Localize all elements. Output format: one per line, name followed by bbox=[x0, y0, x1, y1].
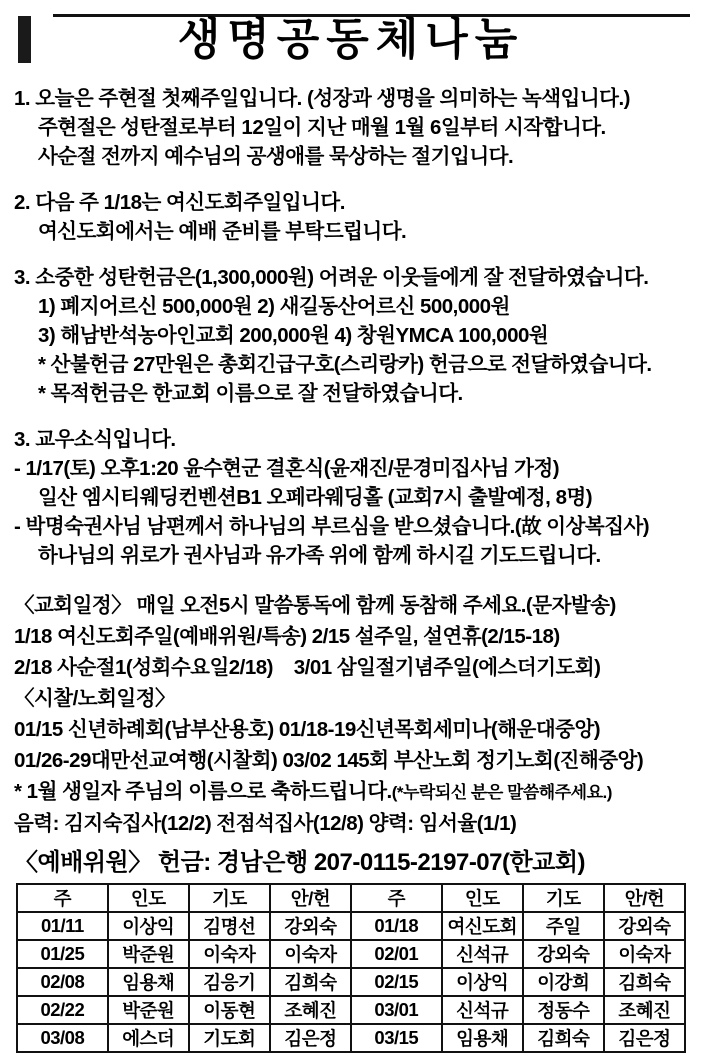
cell-week: 03/15 bbox=[351, 1024, 442, 1052]
notice-line: * 산불헌금 27만원은 총회긴급구호(스리랑카) 헌금으로 전달하였습니다. bbox=[38, 353, 652, 376]
cell-prayer: 이동현 bbox=[189, 996, 270, 1024]
cell-usher: 김은정 bbox=[270, 1024, 351, 1052]
cell-usher: 강외숙 bbox=[270, 912, 351, 940]
table-row bbox=[17, 912, 685, 940]
cell-usher: 김은정 bbox=[604, 1024, 685, 1052]
cell-week: 01/11 bbox=[17, 912, 108, 940]
worship-committee-table bbox=[16, 883, 686, 1053]
notice-line: * 목적헌금은 한교회 이름으로 잘 전달하였습니다. bbox=[38, 382, 463, 405]
table-row bbox=[17, 968, 685, 996]
notice-epiphany bbox=[14, 84, 688, 171]
schedule-line: 01/15 신년하례회(남부산용호) 01/18-19신년목회세미나(해운대중앙) bbox=[14, 718, 601, 741]
cell-usher: 조혜진 bbox=[604, 996, 685, 1024]
worship-committee-section bbox=[14, 847, 688, 1053]
notice-line: 2. 다음 주 1/18는 여신도회주일입니다. bbox=[14, 191, 345, 214]
masthead bbox=[0, 14, 702, 80]
cell-week: 03/01 bbox=[351, 996, 442, 1024]
notice-member-news bbox=[14, 425, 688, 570]
cell-week: 01/18 bbox=[351, 912, 442, 940]
notice-line: 3. 소중한 성탄헌금은(1,300,000원) 어려운 이웃들에게 잘 전달하였습니다. bbox=[14, 266, 649, 289]
cell-leader: 여신도회 bbox=[442, 912, 523, 940]
table-row bbox=[17, 996, 685, 1024]
table-header-row bbox=[17, 884, 685, 912]
birthday-note: (*누락되신 분은 말씀해주세요.) bbox=[391, 783, 612, 802]
notice-line: 여신도회에서는 예배 준비를 부탁드립니다. bbox=[38, 220, 407, 243]
notice-line: 주현절은 성탄절로부터 12일이 지난 매월 1월 6일부터 시작합니다. bbox=[38, 116, 606, 139]
notice-line: 1. 오늘은 주현절 첫째주일입니다. (성장과 생명을 의미하는 녹색입니다.) bbox=[14, 87, 630, 110]
committee-heading: 〈예배위원〉 헌금: 경남은행 207-0115-2197-07(한교회) bbox=[14, 849, 586, 876]
cell-leader: 임용채 bbox=[108, 968, 189, 996]
cell-leader: 에스더 bbox=[108, 1024, 189, 1052]
col-header-week: 주 bbox=[351, 884, 442, 912]
cell-week: 02/15 bbox=[351, 968, 442, 996]
schedule-line: 01/26-29대만선교여행(시찰회) 03/02 145회 부산노회 정기노회(진해중앙) bbox=[14, 749, 644, 772]
cell-usher: 김희숙 bbox=[270, 968, 351, 996]
schedule-line: 1/18 여신도회주일(예배위원/특송) 2/15 설주일, 설연휴(2/15-18) bbox=[14, 625, 560, 648]
col-header-usher: 안/헌 bbox=[270, 884, 351, 912]
cell-usher: 강외숙 bbox=[604, 912, 685, 940]
cell-week: 02/22 bbox=[17, 996, 108, 1024]
notice-line: 3) 해남반석농아인교회 200,000원 4) 창원YMCA 100,000원 bbox=[38, 324, 549, 347]
cell-prayer: 강외숙 bbox=[523, 940, 604, 968]
schedule-line: 음력: 김지숙집사(12/2) 전점석집사(12/8) 양력: 임서율(1/1) bbox=[14, 812, 517, 835]
col-header-prayer: 기도 bbox=[189, 884, 270, 912]
cell-prayer: 이숙자 bbox=[189, 940, 270, 968]
table-row bbox=[17, 1024, 685, 1052]
notice-line: 사순절 전까지 예수님의 공생애를 묵상하는 절기입니다. bbox=[38, 145, 514, 168]
col-header-usher: 안/헌 bbox=[604, 884, 685, 912]
cell-leader: 박준원 bbox=[108, 940, 189, 968]
cell-week: 01/25 bbox=[17, 940, 108, 968]
col-header-leader: 인도 bbox=[442, 884, 523, 912]
cell-week: 02/01 bbox=[351, 940, 442, 968]
notice-line: 1) 폐지어르신 500,000원 2) 새길동산어르신 500,000원 bbox=[38, 295, 510, 318]
church-schedule bbox=[14, 590, 688, 839]
cell-leader: 임용채 bbox=[442, 1024, 523, 1052]
cell-prayer: 김응기 bbox=[189, 968, 270, 996]
col-header-leader: 인도 bbox=[108, 884, 189, 912]
notice-line: 일산 엠시티웨딩컨벤션B1 오페라웨딩홀 (교회7시 출발예정, 8명) bbox=[38, 486, 593, 509]
col-header-prayer: 기도 bbox=[523, 884, 604, 912]
birthday-greeting: * 1월 생일자 주님의 이름으로 축하드립니다. bbox=[14, 780, 392, 803]
cell-prayer: 김명선 bbox=[189, 912, 270, 940]
cell-prayer: 기도회 bbox=[189, 1024, 270, 1052]
bulletin-content bbox=[0, 80, 702, 1053]
col-header-week: 주 bbox=[17, 884, 108, 912]
cell-week: 02/08 bbox=[17, 968, 108, 996]
cell-prayer: 김희숙 bbox=[523, 1024, 604, 1052]
cell-prayer: 정동수 bbox=[523, 996, 604, 1024]
cell-usher: 이숙자 bbox=[604, 940, 685, 968]
notice-womens-sunday bbox=[14, 188, 688, 246]
cell-usher: 김희숙 bbox=[604, 968, 685, 996]
cell-prayer: 이강희 bbox=[523, 968, 604, 996]
notice-line: 3. 교우소식입니다. bbox=[14, 428, 176, 451]
notice-line: - 박명숙권사님 남편께서 하나님의 부르심을 받으셨습니다.(故 이상복집사) bbox=[14, 515, 650, 538]
cell-usher: 조혜진 bbox=[270, 996, 351, 1024]
page-title: 생명공동체나눔 bbox=[177, 15, 525, 64]
cell-leader: 박준원 bbox=[108, 996, 189, 1024]
notice-line: - 1/17(토) 오후1:20 윤수현군 결혼식(윤재진/문경미집사님 가정) bbox=[14, 457, 560, 480]
cell-leader: 신석규 bbox=[442, 996, 523, 1024]
cell-week: 03/08 bbox=[17, 1024, 108, 1052]
table-row bbox=[17, 940, 685, 968]
cell-leader: 신석규 bbox=[442, 940, 523, 968]
schedule-line: 〈교회일정〉 매일 오전5시 말씀통독에 함께 동참해 주세요.(문자발송) bbox=[14, 594, 616, 617]
cell-leader: 이상익 bbox=[442, 968, 523, 996]
notice-christmas-offering bbox=[14, 263, 688, 408]
bulletin-page bbox=[0, 14, 702, 1052]
schedule-line: 2/18 사순절1(성회수요일2/18) 3/01 삼일절기념주일(에스더기도회) bbox=[14, 656, 601, 679]
cell-usher: 이숙자 bbox=[270, 940, 351, 968]
cell-prayer: 주일 bbox=[523, 912, 604, 940]
notice-line: 하나님의 위로가 권사님과 유가족 위에 함께 하시길 기도드립니다. bbox=[38, 544, 601, 567]
birthday-line bbox=[14, 776, 688, 808]
schedule-line: 〈시찰/노회일정〉 bbox=[14, 687, 176, 710]
cell-leader: 이상익 bbox=[108, 912, 189, 940]
